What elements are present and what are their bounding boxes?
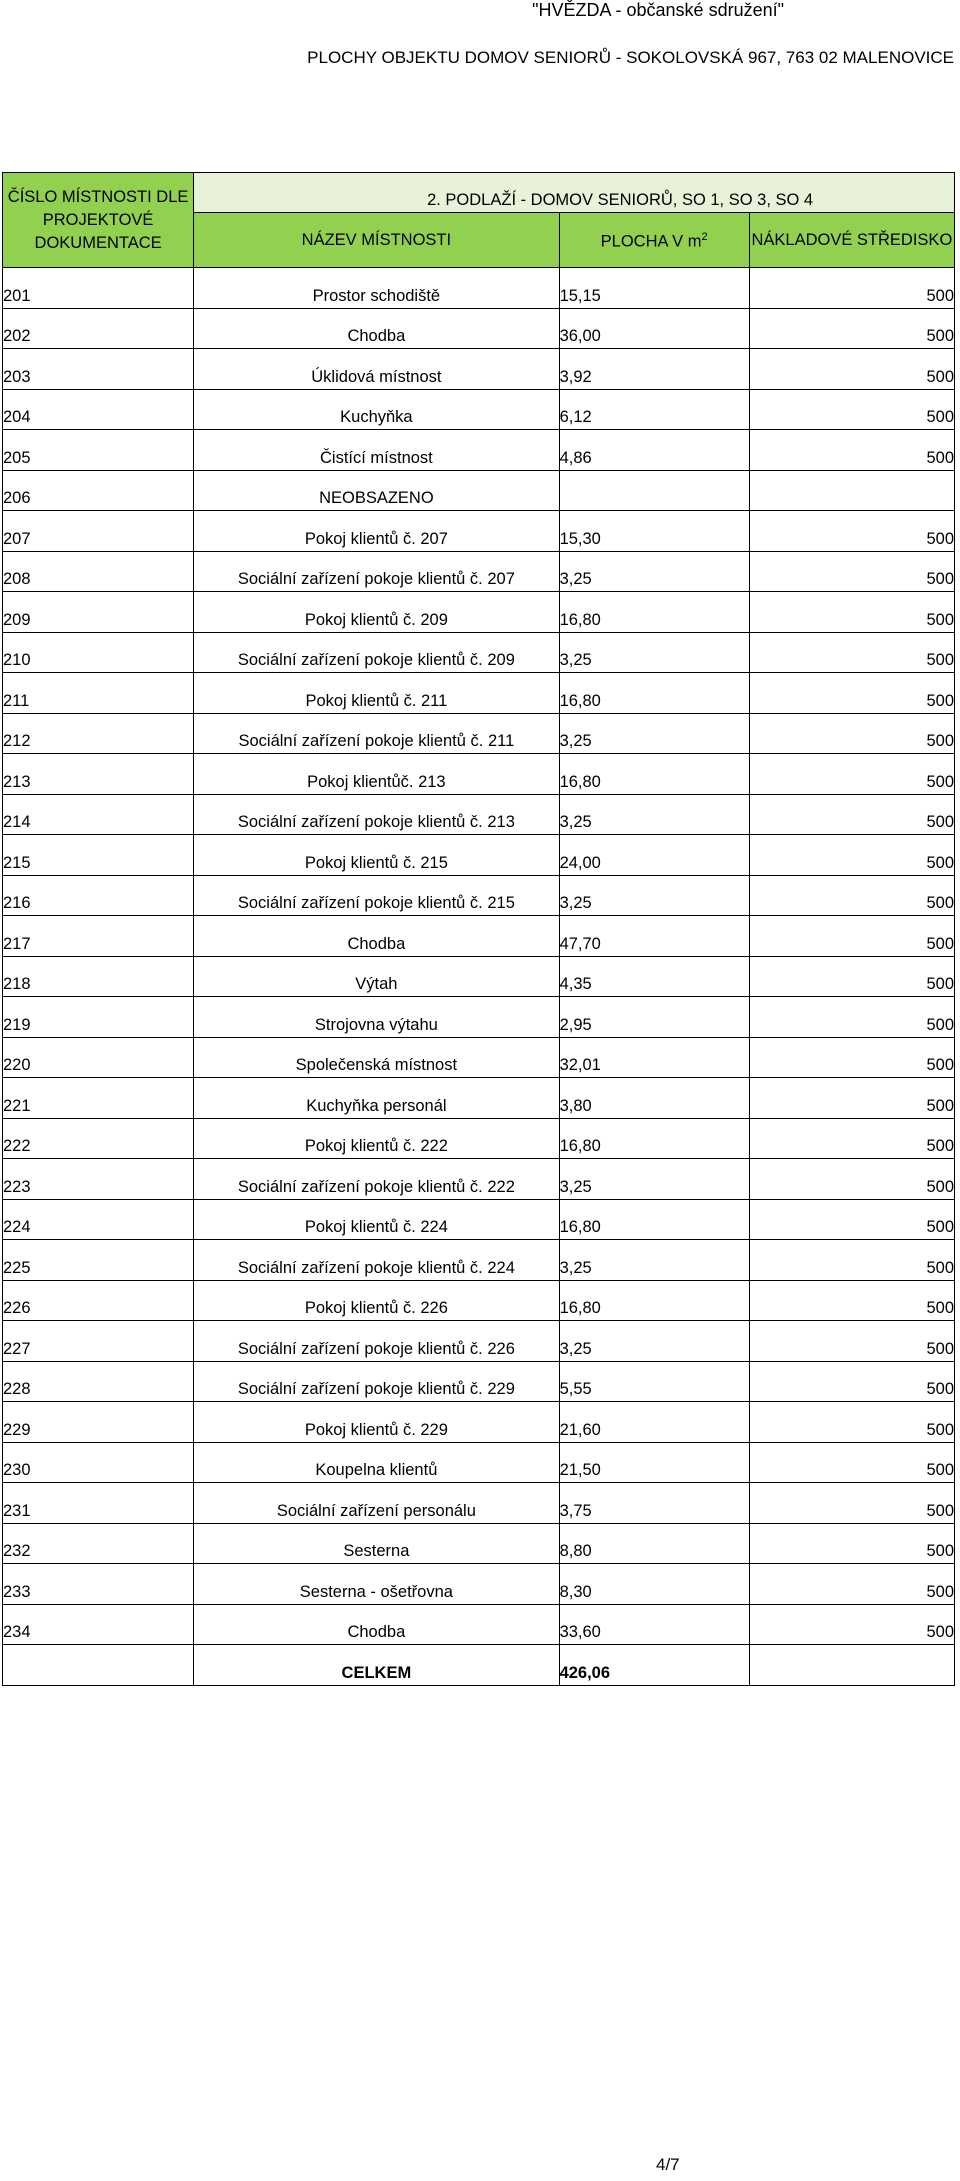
table-row (3, 1159, 955, 1200)
cost-center-cell: 500 (749, 1523, 954, 1564)
room-number-cell: 218 (3, 956, 194, 997)
room-number-cell: 223 (3, 1159, 194, 1200)
table-row (3, 916, 955, 957)
room-area-cell: 3,25 (559, 713, 749, 754)
room-area-cell: 21,60 (559, 1402, 749, 1443)
table-row (3, 1361, 955, 1402)
cost-center-cell: 500 (749, 349, 954, 390)
room-area-cell: 3,80 (559, 1078, 749, 1119)
room-name-cell: Čistící místnost (194, 430, 559, 471)
room-name-cell: Sesterna (194, 1523, 559, 1564)
room-number-cell: 227 (3, 1321, 194, 1362)
room-area-cell: 16,80 (559, 754, 749, 795)
table-row (3, 1118, 955, 1159)
room-number-cell: 225 (3, 1240, 194, 1281)
room-number-cell: 220 (3, 1037, 194, 1078)
room-area-cell: 32,01 (559, 1037, 749, 1078)
table-row (3, 592, 955, 633)
room-name-cell: Sociální zařízení pokoje klientů č. 209 (194, 632, 559, 673)
room-area-cell: 16,80 (559, 592, 749, 633)
room-area-cell: 3,25 (559, 794, 749, 835)
room-area-cell: 3,75 (559, 1483, 749, 1524)
table-row (3, 673, 955, 714)
cost-center-cell: 500 (749, 551, 954, 592)
table-row (3, 268, 955, 309)
room-name-cell: Sociální zařízení pokoje klientů č. 222 (194, 1159, 559, 1200)
room-number-cell: 207 (3, 511, 194, 552)
cost-center-cell: 500 (749, 1483, 954, 1524)
room-name-cell: Pokoj klientůč. 213 (194, 754, 559, 795)
cost-center-cell: 500 (749, 673, 954, 714)
cost-center-cell: 500 (749, 1199, 954, 1240)
room-name-cell: Sesterna - ošetřovna (194, 1564, 559, 1605)
table-body (3, 268, 955, 1645)
cost-center-cell: 500 (749, 1037, 954, 1078)
cost-center-cell: 500 (749, 956, 954, 997)
room-area-cell: 16,80 (559, 1118, 749, 1159)
room-name-cell: Sociální zařízení pokoje klientů č. 215 (194, 875, 559, 916)
organization-name: "HVĚZDA - občanské sdružení" (532, 0, 784, 20)
room-area-cell: 3,25 (559, 1321, 749, 1362)
room-area-cell: 15,30 (559, 511, 749, 552)
room-area-cell: 3,92 (559, 349, 749, 390)
room-number-cell: 229 (3, 1402, 194, 1443)
room-number-cell: 213 (3, 754, 194, 795)
room-number-cell: 204 (3, 389, 194, 430)
room-number-cell: 233 (3, 1564, 194, 1605)
room-area-cell: 4,86 (559, 430, 749, 471)
cost-center-cell: 500 (749, 268, 954, 309)
room-number-cell: 216 (3, 875, 194, 916)
table-row (3, 551, 955, 592)
room-number-cell: 203 (3, 349, 194, 390)
cost-center-cell: 500 (749, 713, 954, 754)
cost-center-cell: 500 (749, 1240, 954, 1281)
table-row (3, 1442, 955, 1483)
room-area-cell: 3,25 (559, 632, 749, 673)
room-number-cell: 228 (3, 1361, 194, 1402)
room-area-cell: 24,00 (559, 835, 749, 876)
room-name-cell: Pokoj klientů č. 211 (194, 673, 559, 714)
room-name-cell: Pokoj klientů č. 229 (194, 1402, 559, 1443)
room-number-cell: 230 (3, 1442, 194, 1483)
table-row (3, 430, 955, 471)
room-area-cell: 6,12 (559, 389, 749, 430)
room-name-cell: Sociální zařízení personálu (194, 1483, 559, 1524)
room-area-cell: 16,80 (559, 673, 749, 714)
room-name-cell: Strojovna výtahu (194, 997, 559, 1038)
table-row (3, 754, 955, 795)
table-row (3, 308, 955, 349)
room-name-cell: Pokoj klientů č. 215 (194, 835, 559, 876)
table-row (3, 794, 955, 835)
room-area-cell: 3,25 (559, 551, 749, 592)
room-number-cell: 202 (3, 308, 194, 349)
cost-center-cell: 500 (749, 794, 954, 835)
table-row (3, 1240, 955, 1281)
room-number-cell: 212 (3, 713, 194, 754)
room-area-cell: 2,95 (559, 997, 749, 1038)
room-area-cell: 8,80 (559, 1523, 749, 1564)
room-number-cell: 232 (3, 1523, 194, 1564)
room-name-cell: Pokoj klientů č. 209 (194, 592, 559, 633)
room-number-cell: 234 (3, 1604, 194, 1645)
cost-center-cell: 500 (749, 916, 954, 957)
room-area-cell: 47,70 (559, 916, 749, 957)
cost-center-cell: 500 (749, 835, 954, 876)
room-name-cell: Pokoj klientů č. 224 (194, 1199, 559, 1240)
room-number-cell: 231 (3, 1483, 194, 1524)
area-header-superscript: 2 (701, 231, 708, 244)
room-number-cell: 210 (3, 632, 194, 673)
room-area-cell: 16,80 (559, 1199, 749, 1240)
room-area-cell (559, 470, 749, 511)
room-number-cell: 215 (3, 835, 194, 876)
room-name-cell: Sociální zařízení pokoje klientů č. 229 (194, 1361, 559, 1402)
table-row (3, 1078, 955, 1119)
room-area-table (2, 172, 955, 1686)
column-header-cost-center: NÁKLADOVÉ STŘEDISKO (749, 213, 954, 268)
total-empty-cell (749, 1645, 954, 1686)
room-number-cell: 209 (3, 592, 194, 633)
room-name-cell: Kuchyňka (194, 389, 559, 430)
page-number: 4/7 (656, 2155, 680, 2174)
room-name-cell: Sociální zařízení pokoje klientů č. 211 (194, 713, 559, 754)
room-number-cell: 205 (3, 430, 194, 471)
room-area-cell: 3,25 (559, 1159, 749, 1200)
table-row (3, 1564, 955, 1605)
room-name-cell: Kuchyňka personál (194, 1078, 559, 1119)
room-name-cell: Výtah (194, 956, 559, 997)
room-name-cell: Chodba (194, 308, 559, 349)
room-number-cell: 208 (3, 551, 194, 592)
total-area: 426,06 (559, 1645, 749, 1686)
room-area-cell: 8,30 (559, 1564, 749, 1605)
table-row (3, 875, 955, 916)
room-area-cell: 5,55 (559, 1361, 749, 1402)
room-number-cell: 221 (3, 1078, 194, 1119)
room-name-cell: Úklidová místnost (194, 349, 559, 390)
table-row (3, 1037, 955, 1078)
room-number-cell: 226 (3, 1280, 194, 1321)
cost-center-cell: 500 (749, 389, 954, 430)
column-header-name: NÁZEV MÍSTNOSTI (194, 213, 559, 268)
column-header-area (559, 213, 749, 268)
table-row (3, 1321, 955, 1362)
cost-center-cell: 500 (749, 997, 954, 1038)
room-number-cell: 219 (3, 997, 194, 1038)
cost-center-cell: 500 (749, 875, 954, 916)
room-number-cell: 217 (3, 916, 194, 957)
table-row (3, 956, 955, 997)
room-name-cell: Sociální zařízení pokoje klientů č. 207 (194, 551, 559, 592)
table-row (3, 1280, 955, 1321)
table-row (3, 632, 955, 673)
cost-center-cell: 500 (749, 1361, 954, 1402)
room-name-cell: Chodba (194, 916, 559, 957)
room-area-cell: 33,60 (559, 1604, 749, 1645)
cost-center-cell: 500 (749, 430, 954, 471)
room-name-cell: Pokoj klientů č. 207 (194, 511, 559, 552)
table-row (3, 511, 955, 552)
column-header-number: ČÍSLO MÍSTNOSTI DLE PROJEKTOVÉ DOKUMENTACE (3, 173, 194, 268)
table-row (3, 1523, 955, 1564)
table-row (3, 1483, 955, 1524)
room-area-cell: 16,80 (559, 1280, 749, 1321)
cost-center-cell: 500 (749, 1280, 954, 1321)
room-name-cell: Chodba (194, 1604, 559, 1645)
document-subtitle: PLOCHY OBJEKTU DOMOV SENIORŮ - SOKOLOVSKÁ 967, 763 02 MALENOVICE (307, 48, 954, 67)
table-row (3, 1604, 955, 1645)
cost-center-cell: 500 (749, 1118, 954, 1159)
area-header-label: PLOCHA V m (600, 232, 702, 251)
room-number-cell: 201 (3, 268, 194, 309)
room-name-cell: Pokoj klientů č. 226 (194, 1280, 559, 1321)
room-number-cell: 211 (3, 673, 194, 714)
cost-center-cell (749, 470, 954, 511)
cost-center-cell: 500 (749, 1604, 954, 1645)
table-row (3, 470, 955, 511)
cost-center-cell: 500 (749, 1442, 954, 1483)
room-name-cell: Prostor schodiště (194, 268, 559, 309)
room-area-cell: 21,50 (559, 1442, 749, 1483)
total-label: CELKEM (194, 1645, 559, 1686)
cost-center-cell: 500 (749, 308, 954, 349)
cost-center-cell: 500 (749, 632, 954, 673)
table-row (3, 349, 955, 390)
room-name-cell: Sociální zařízení pokoje klientů č. 226 (194, 1321, 559, 1362)
room-name-cell: Pokoj klientů č. 222 (194, 1118, 559, 1159)
section-title: 2. PODLAŽÍ - DOMOV SENIORŮ, SO 1, SO 3, SO 4 (427, 191, 814, 209)
table-row (3, 1199, 955, 1240)
room-number-cell: 206 (3, 470, 194, 511)
section-title-cell (194, 173, 955, 213)
room-name-cell: Koupelna klientů (194, 1442, 559, 1483)
total-empty-cell (3, 1645, 194, 1686)
room-area-cell: 4,35 (559, 956, 749, 997)
room-area-cell: 36,00 (559, 308, 749, 349)
room-area-cell: 15,15 (559, 268, 749, 309)
cost-center-cell: 500 (749, 592, 954, 633)
cost-center-cell: 500 (749, 754, 954, 795)
table-row (3, 835, 955, 876)
room-number-cell: 214 (3, 794, 194, 835)
table-row (3, 1402, 955, 1443)
table-row (3, 389, 955, 430)
room-name-cell: Sociální zařízení pokoje klientů č. 224 (194, 1240, 559, 1281)
cost-center-cell: 500 (749, 1321, 954, 1362)
cost-center-cell: 500 (749, 1078, 954, 1119)
cost-center-cell: 500 (749, 511, 954, 552)
cost-center-cell: 500 (749, 1402, 954, 1443)
room-name-cell: Sociální zařízení pokoje klientů č. 213 (194, 794, 559, 835)
total-row (3, 1645, 955, 1686)
room-number-cell: 224 (3, 1199, 194, 1240)
cost-center-cell: 500 (749, 1159, 954, 1200)
cost-center-cell: 500 (749, 1564, 954, 1605)
room-name-cell: NEOBSAZENO (194, 470, 559, 511)
room-area-cell: 3,25 (559, 1240, 749, 1281)
room-area-cell: 3,25 (559, 875, 749, 916)
room-name-cell: Společenská místnost (194, 1037, 559, 1078)
table-row (3, 997, 955, 1038)
table-row (3, 713, 955, 754)
room-number-cell: 222 (3, 1118, 194, 1159)
